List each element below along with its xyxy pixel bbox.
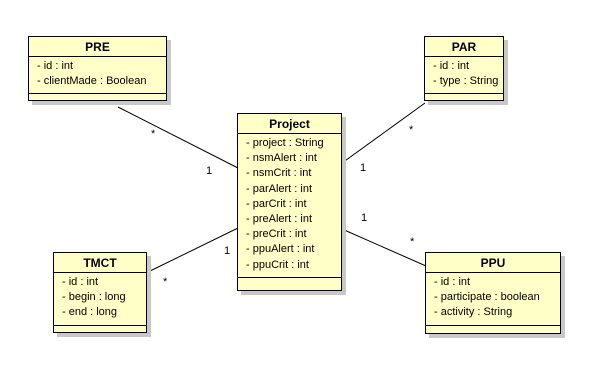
operations-compartment (29, 94, 166, 102)
attribute: - nsmCrit : int (246, 167, 312, 180)
operations-compartment (54, 326, 146, 334)
attribute: - project : String (246, 137, 324, 149)
attribute: - id : int (37, 60, 74, 72)
attribute: - id : int (62, 276, 99, 288)
multiplicity-ppu-end: * (410, 236, 415, 248)
attribute-list (425, 57, 503, 93)
association-pre-project (118, 107, 238, 168)
attribute: - ppuCrit : int (246, 258, 309, 271)
attribute: - preCrit : int (246, 228, 307, 241)
class-name: Project (269, 117, 310, 131)
class-pre[interactable] (28, 36, 167, 101)
attribute: - ppuAlert : int (246, 243, 315, 256)
multiplicity-project-pre: 1 (206, 165, 213, 177)
multiplicity-project-par: 1 (360, 162, 367, 174)
class-name: PAR (451, 40, 477, 54)
attribute: - activity : String (434, 306, 513, 319)
class-project[interactable] (237, 113, 342, 291)
class-tmct[interactable] (53, 252, 147, 333)
multiplicity-pre-end: * (151, 128, 156, 140)
multiplicity-project-ppu: 1 (361, 212, 368, 224)
attribute: - parCrit : int (246, 197, 307, 210)
attribute: - clientMade : Boolean (37, 75, 147, 88)
operations-compartment (425, 94, 503, 102)
multiplicity-tmct-end: * (163, 276, 168, 288)
attribute: - nsmAlert : int (246, 152, 317, 165)
operations-compartment (238, 278, 341, 286)
attribute: - type : String (433, 75, 499, 88)
class-name: TMCT (83, 256, 117, 270)
multiplicity-project-tmct: 1 (224, 245, 231, 257)
attribute: - parAlert : int (246, 182, 313, 195)
attribute-list (426, 273, 560, 325)
attribute-list (54, 273, 146, 325)
attribute: - end : long (62, 306, 118, 319)
class-name: PPU (480, 256, 506, 270)
attribute: - id : int (434, 276, 471, 288)
attribute-list (29, 57, 166, 93)
class-ppu[interactable] (425, 252, 561, 334)
attribute: - preAlert : int (246, 213, 313, 226)
class-par[interactable] (424, 36, 504, 101)
attribute: - id : int (433, 60, 470, 72)
class-name: PRE (85, 40, 110, 54)
attribute: - begin : long (62, 291, 126, 304)
multiplicity-par-end: * (409, 124, 414, 136)
operations-compartment (426, 326, 560, 334)
attribute: - participate : boolean (434, 291, 540, 304)
attribute-list (238, 134, 341, 277)
